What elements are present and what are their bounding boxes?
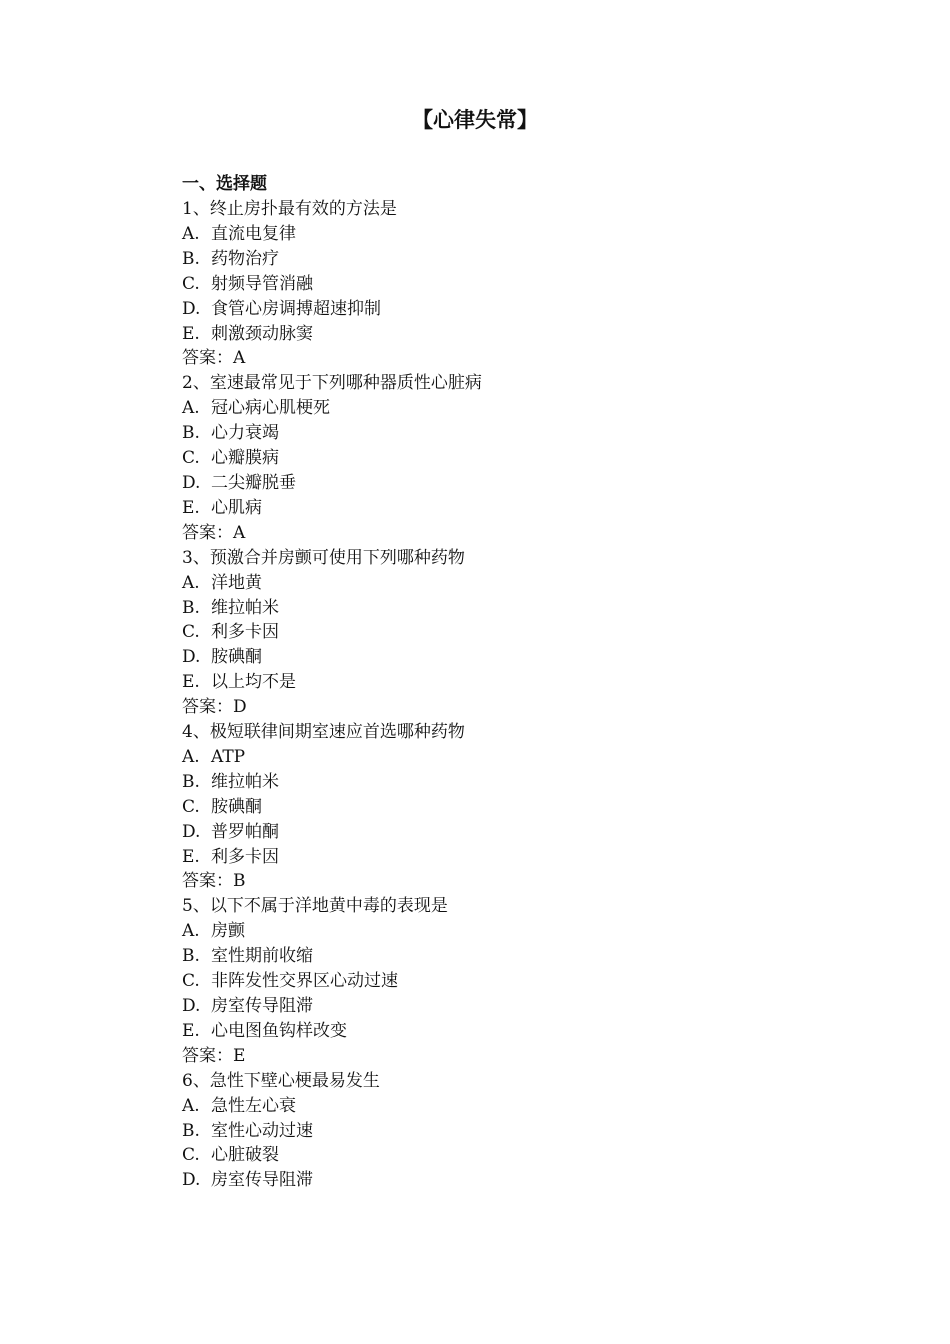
option-text: 刺激颈动脉窦 <box>211 323 313 344</box>
option-row <box>182 1143 782 1168</box>
option-letter: B. <box>182 597 200 618</box>
option-letter: D. <box>182 821 201 842</box>
option-letter: A. <box>182 223 200 244</box>
option-letter: B. <box>182 946 200 967</box>
option-text: 二尖瓣脱垂 <box>211 472 296 493</box>
option-text: ATP <box>211 746 246 767</box>
option-letter: E. <box>182 497 200 518</box>
option-row <box>182 471 782 496</box>
question-block <box>182 197 782 371</box>
option-row <box>182 297 782 322</box>
option-row <box>182 645 782 670</box>
option-row <box>182 272 782 297</box>
option-letter: C. <box>182 971 200 992</box>
option-text: 房颤 <box>211 921 245 942</box>
option-text: 以上均不是 <box>211 672 296 693</box>
option-text: 胺碘酮 <box>211 796 262 817</box>
option-letter: B. <box>182 423 200 444</box>
option-row <box>182 969 782 994</box>
page-title: 【心律失常】 <box>412 108 538 132</box>
option-letter: C. <box>182 273 200 294</box>
question-stem: 3、预激合并房颤可使用下列哪种药物 <box>182 547 465 568</box>
option-text: 直流电复律 <box>211 223 296 244</box>
option-letter: D. <box>182 996 201 1016</box>
option-row <box>182 1094 782 1119</box>
option-text: 心电图鱼钩样改变 <box>211 1020 347 1041</box>
option-letter: B. <box>182 1120 200 1141</box>
option-row <box>182 1168 782 1193</box>
option-letter: E. <box>182 846 200 867</box>
answer-line: 答案：A <box>182 348 246 369</box>
option-row <box>182 820 782 845</box>
option-row <box>182 396 782 421</box>
option-text: 冠心病心肌梗死 <box>211 398 330 419</box>
option-row <box>182 670 782 695</box>
option-row <box>182 1019 782 1044</box>
option-row <box>182 247 782 272</box>
option-letter: C. <box>182 1145 200 1166</box>
option-row <box>182 795 782 820</box>
option-text: 食管心房调搏超速抑制 <box>211 298 381 319</box>
question-block <box>182 894 782 1068</box>
option-letter: A. <box>182 1095 200 1116</box>
option-text: 室性期前收缩 <box>211 946 313 967</box>
option-row <box>182 845 782 870</box>
option-letter: C. <box>182 622 200 643</box>
option-row <box>182 620 782 645</box>
option-letter: D. <box>182 472 201 493</box>
answer-line: 答案：A <box>182 522 246 543</box>
question-stem: 4、极短联律间期室速应首选哪种药物 <box>182 722 465 743</box>
option-row <box>182 496 782 521</box>
option-row <box>182 944 782 969</box>
option-row <box>182 745 782 770</box>
option-text: 非阵发性交界区心动过速 <box>211 971 398 992</box>
question-block <box>182 546 782 720</box>
answer-line: 答案：D <box>182 697 247 718</box>
option-text: 维拉帕米 <box>211 597 279 618</box>
option-text: 利多卡因 <box>211 846 279 867</box>
option-text: 利多卡因 <box>211 622 279 643</box>
option-text: 急性左心衰 <box>211 1095 296 1116</box>
option-letter: E. <box>182 323 200 344</box>
question-stem: 6、急性下壁心梗最易发生 <box>182 1070 380 1091</box>
option-row <box>182 770 782 795</box>
answer-line: 答案：E <box>182 1045 246 1066</box>
questions-container <box>182 197 782 1193</box>
option-letter: A. <box>182 572 200 593</box>
option-letter: B. <box>182 771 200 792</box>
option-letter: E. <box>182 1020 200 1041</box>
option-letter: A. <box>182 746 200 767</box>
question-list <box>182 172 782 1193</box>
option-text: 房室传导阻滞 <box>211 1170 313 1191</box>
option-text: 心肌病 <box>211 497 262 518</box>
section-heading: 一、选择题 <box>182 174 267 194</box>
option-text: 洋地黄 <box>211 572 262 593</box>
option-letter: A. <box>182 921 200 942</box>
option-text: 维拉帕米 <box>211 771 279 792</box>
option-text: 药物治疗 <box>211 248 279 269</box>
option-row <box>182 596 782 621</box>
option-row <box>182 446 782 471</box>
question-block <box>182 720 782 894</box>
option-text: 心脏破裂 <box>211 1145 279 1166</box>
answer-line: 答案：B <box>182 871 246 892</box>
question-block <box>182 1069 782 1194</box>
option-letter: D. <box>182 1170 201 1191</box>
option-letter: C. <box>182 796 200 817</box>
option-letter: D. <box>182 647 201 668</box>
question-stem: 1、终止房扑最有效的方法是 <box>182 199 397 219</box>
option-letter: E. <box>182 672 200 693</box>
question-stem: 5、以下不属于洋地黄中毒的表现是 <box>182 896 448 917</box>
option-row <box>182 919 782 944</box>
question-block <box>182 371 782 545</box>
option-row <box>182 571 782 596</box>
option-row <box>182 222 782 247</box>
option-text: 普罗帕酮 <box>211 821 279 842</box>
option-row <box>182 421 782 446</box>
option-text: 房室传导阻滞 <box>211 996 313 1016</box>
option-row <box>182 994 782 1019</box>
option-text: 室性心动过速 <box>211 1120 313 1141</box>
option-letter: C. <box>182 448 200 469</box>
option-letter: D. <box>182 298 201 319</box>
option-row <box>182 1119 782 1144</box>
option-text: 心瓣膜病 <box>211 448 279 469</box>
option-text: 射频导管消融 <box>211 273 313 294</box>
option-letter: A. <box>182 398 200 419</box>
question-stem: 2、室速最常见于下列哪种器质性心脏病 <box>182 373 482 394</box>
option-letter: B. <box>182 248 200 269</box>
option-text: 胺碘酮 <box>211 647 262 668</box>
option-row <box>182 322 782 347</box>
option-text: 心力衰竭 <box>211 423 279 444</box>
